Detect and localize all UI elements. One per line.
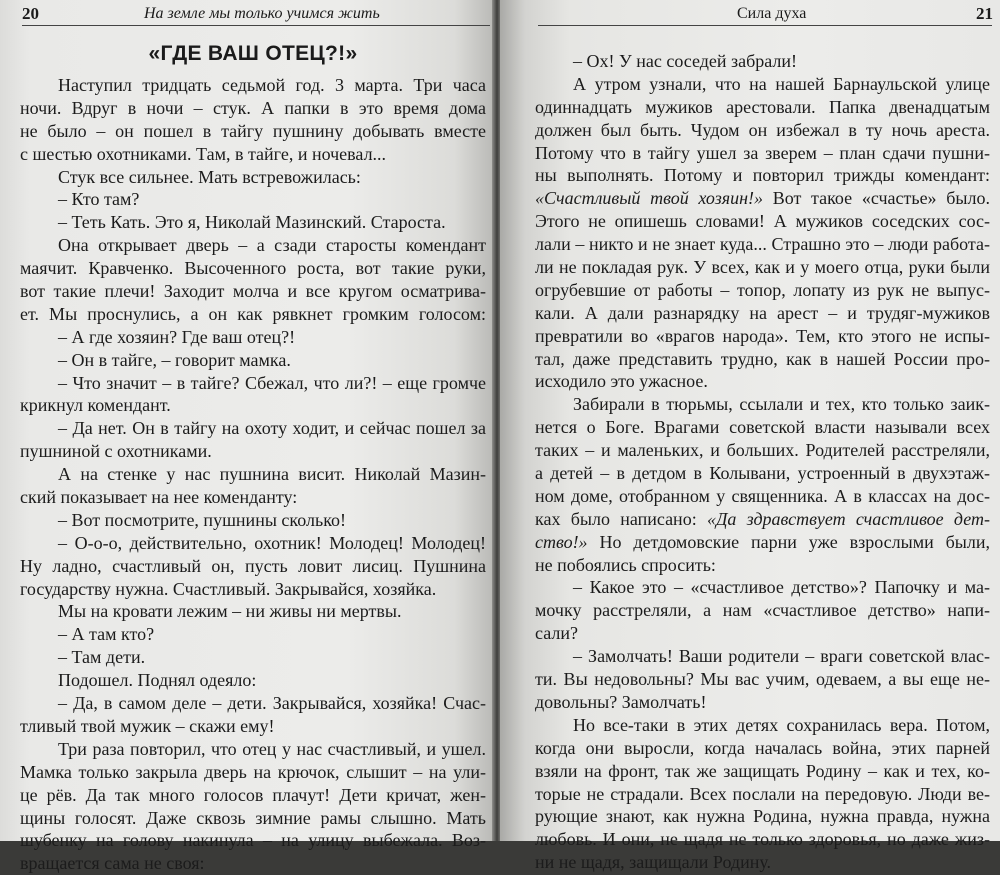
text-line: превратили во «врагов народа». Тем, кто этого не испы- [535,325,990,346]
text-line: – Да, в самом деле – дети. Закрывайся, хозяйка! Счас- [58,693,486,714]
text-line: щины голосят. Даже сквозь зимние рамы слышно. Мать [20,807,486,828]
text-line: – Вот посмотрите, пушнины сколько! [58,509,347,530]
left-page [0,0,494,874]
text-line: ет. Мы проснулись, а он как рявкнет громким голосом: [20,303,486,324]
text-line: огрубевшие от работы – топор, лопату из рук не выпус- [535,279,990,300]
text-line: ном доме, отобранном у священника. А в классах на дос- [535,485,990,506]
text-line: – Теть Кать. Это я, Николай Мазинский. Староста. [58,212,446,233]
text-line: пушниной с охотниками. [20,441,212,462]
text-line: торые не страдали. Всех послали на передовую. Люди ве- [535,783,990,804]
right-body-text [535,50,990,874]
text-line: Подошел. Поднял одеяло: [58,670,257,691]
text-line: государству нужна. Счастливый. Закрывайся, хозяйка. [20,578,437,599]
text-line: – Кто там? [58,189,140,210]
text-line: сали? [535,623,578,644]
text-line: вращается сама не своя: [20,853,205,874]
text-line: шубенку на голову накинула – на улицу выбежала. Воз- [20,830,486,851]
text-line: крикнул комендант. [20,395,171,416]
text-line: Но все-таки в этих детях сохранилась вера. Потом, [573,714,990,735]
text-line: довольны? Замолчать! [535,691,707,712]
left-running-title: На земле мы только учимся жить [144,5,380,22]
text-line: кали. А дали разнарядку на арест – и трудяг-мужиков [535,302,990,323]
text-line: це рёв. Да так много голосов плачут! Дети кричат, жен- [20,784,486,805]
text-line: любовь. И они, не щадя не только здоровья, но даже жиз- [535,829,990,850]
text-line: должен был быть. Чудом он избежал в ту ночь ареста. [535,119,990,140]
text-line: Она открывает дверь – а сзади старосты комендант [58,235,486,256]
text-line: Ну ладно, счастливый он, пусть ловит лисиц. Пушнина [20,555,486,576]
right-page-number: 21 [976,4,993,23]
text-line: – Какое это – «счастливое детство»? Папочку и ма- [573,577,990,598]
text-line: «Счастливый твой хозяин!» Вот такое «счастье» было. [535,188,990,209]
text-line: тал, даже представить трудно, как в нашей России про- [535,348,990,369]
text-line: нется о Боге. Врагами советской власти называли всех [535,417,990,438]
text-line: взяли на фронт, так же защищать Родину – как и тех, ко- [535,760,990,781]
text-line: – А там кто? [58,624,155,645]
text-line: ны выполнять. Потому и повторил трижды комендант: [535,165,990,186]
text-line: когда они выросли, когда началась война, этих парней [535,737,990,758]
text-line: Три раза повторил, что отец у нас счастливый, и ушел. [58,738,486,759]
text-line: ни не щадя, защищали Родину. [535,852,772,873]
text-line: – Там дети. [58,647,146,668]
text-line: исходило это ужасное. [535,371,708,392]
text-line: а детей – в детдом в Колывани, устроенный в двухэтаж- [535,463,990,484]
left-page-number: 20 [22,4,39,23]
text-line: тливый твой мужик – скажи ему! [20,715,275,736]
text-line: Забирали в тюрьмы, ссылали и тех, кто только заик- [573,394,990,415]
text-line: ках было написано: «Да здравствует счастливое дет- [535,508,990,529]
text-line: рующие знают, как нужна Родина, нужна правда, нужна [535,806,990,827]
text-line: Этого не опишешь словами! А мужиков соседских сос- [535,211,990,232]
text-line: – Замолчать! Ваши родители – враги советской влас- [573,646,990,667]
text-line: Мамка только закрыла дверь на крючок, слышит – на ули- [20,761,486,782]
text-line: ли не покладая рук. У всех, как и у моего отца, руки были [535,257,990,278]
text-line: – А где хозяин? Где ваш отец?! [58,326,296,347]
text-line: А на стенке у нас пушнина висит. Николай Мазин- [58,464,486,485]
left-header-rule [22,25,490,26]
right-header-rule [538,25,992,26]
left-body-text [20,74,486,875]
text-line: ночи. Вдруг в ночи – стук. А папки в это время дома [20,97,486,118]
text-line: мочку расстреляли, а нам «счастливое детство» напи- [535,600,990,621]
text-line: Наступил тридцать седьмой год. 3 марта. Три часа [58,75,486,95]
text-line: лали – никто и не знает куда... Страшно это – люди работа- [535,234,990,255]
text-line: Стук все сильнее. Мать встревожилась: [58,166,361,187]
text-line: не побоялись спросить: [535,554,716,575]
text-line: с шестью охотниками. Там, в тайге, и ночевал... [20,143,387,164]
text-line: вот такие плечи! Заходит молча и все кругом осматрива- [20,281,486,302]
left-running-head [22,3,490,25]
text-line: ти. Вы недовольны? Мы вас учим, одеваем, а вы еще не- [535,669,990,690]
text-line: ский показывает на нее коменданту: [20,487,298,508]
text-line: А утром узнали, что на нашей Барнаульской улице [573,73,990,94]
text-line: одиннадцать мужиков арестовали. Папка двенадцатым [535,96,990,117]
text-line: – Он в тайге, – говорит мамка. [58,349,291,370]
text-line: таких – и маленьких, и больших. Родителей расстреляли, [535,440,990,461]
text-line: – Ох! У нас соседей забрали! [573,51,798,71]
right-running-head [522,3,997,25]
text-line: – Что значит – в тайге? Сбежал, что ли?! – еще громче [58,372,486,393]
text-line: Мы на кровати лежим – ни живы ни мертвы. [58,601,402,622]
text-line: ство!» Но детдомовские парни уже взрослыми были, [535,531,990,552]
text-line: – Да нет. Он в тайгу на охоту ходит, и сейчас пошел за [58,418,486,439]
text-line: – О-о-о, действительно, охотник! Молодец! Молодец! [58,532,486,553]
chapter-title: «ГДЕ ВАШ ОТЕЦ?!» [148,42,358,65]
text-line: маячит. Кравченко. Высоченного роста, вот такие руки, [20,258,486,279]
text-line: не было – он пошел в тайгу пушнину добывать вместе [20,120,486,141]
right-running-title: Сила духа [737,5,807,22]
text-line: Потому что в тайгу ушел за зверем – план сдачи пушни- [535,142,990,163]
